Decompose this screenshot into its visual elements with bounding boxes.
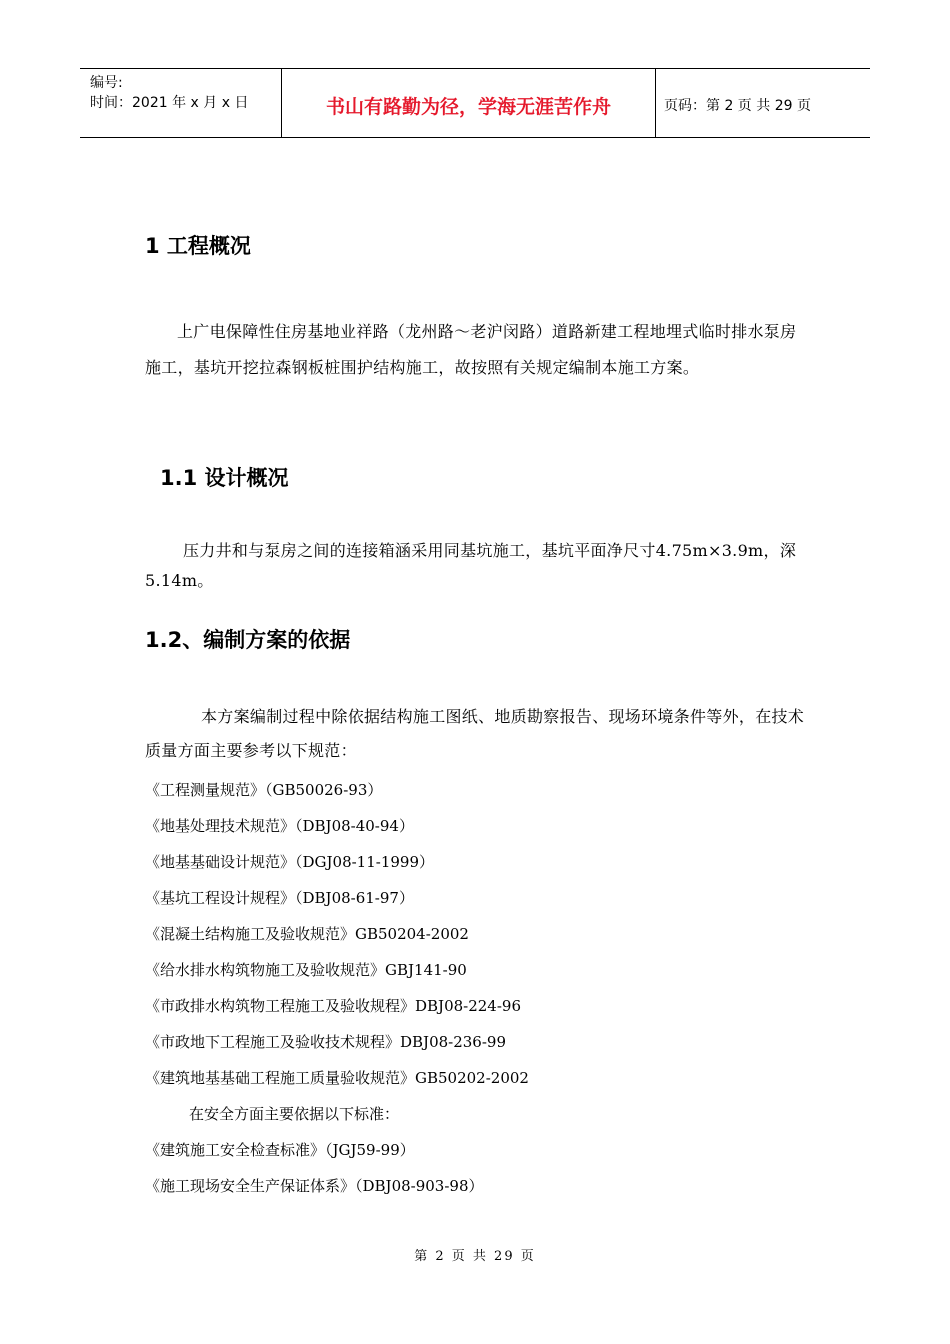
page-footer: 第 2 页 共 29 页 bbox=[414, 1249, 536, 1264]
reference-item: 《基坑工程设计规程》（DBJ08-61-97） bbox=[145, 889, 414, 907]
document-number-label: 编号: bbox=[90, 75, 123, 91]
reference-item: 《地基处理技术规范》（DBJ08-40-94） bbox=[145, 817, 414, 835]
safety-reference-item: 《施工现场安全生产保证体系》（DBJ08-903-98） bbox=[145, 1177, 484, 1195]
header-page-info: 页码：第 2 页 共 29 页 bbox=[664, 98, 811, 114]
reference-item: 《工程测量规范》（GB50026-93） bbox=[145, 781, 383, 799]
header-meta-cell bbox=[80, 69, 282, 137]
reference-item: 《市政排水构筑物工程施工及验收规程》DBJ08-224-96 bbox=[145, 997, 522, 1015]
document-time-label: 时间：2021 年 x 月 x 日 bbox=[90, 95, 249, 111]
overview-paragraph: 上广电保障性住房基地业祥路（龙州路～老沪闵路）道路新建工程地埋式临时排水泵房施工，基坑开挖拉森钢板桩围护结构施工，故按照有关规定编制本施工方案。 bbox=[145, 322, 797, 377]
reference-item: 《建筑地基基础工程施工质量验收规范》GB50202-2002 bbox=[145, 1069, 529, 1087]
section-heading-design: 1.1 设计概况 bbox=[160, 466, 289, 490]
reference-list bbox=[145, 772, 810, 1204]
safety-intro: 在安全方面主要依据以下标准： bbox=[189, 1105, 400, 1123]
header-motto: 书山有路勤为径，学海无涯苦作舟 bbox=[282, 69, 656, 137]
section-heading-overview: 1 工程概况 bbox=[145, 234, 251, 258]
reference-item: 《给水排水构筑物施工及验收规范》GBJ141-90 bbox=[145, 961, 467, 979]
reference-item: 《混凝土结构施工及验收规范》GB50204-2002 bbox=[145, 925, 469, 943]
safety-reference-item: 《建筑施工安全检查标准》（JGJ59-99） bbox=[145, 1141, 415, 1159]
section-heading-basis: 1.2、编制方案的依据 bbox=[145, 628, 351, 652]
design-paragraph: 压力井和与泵房之间的连接箱涵采用同基坑施工，基坑平面净尺寸4.75m×3.9m，深5.14m。 bbox=[145, 541, 797, 590]
page-header bbox=[80, 68, 870, 138]
reference-item: 《地基基础设计规范》（DGJ08-11-1999） bbox=[145, 853, 435, 871]
reference-item: 《市政地下工程施工及验收技术规程》DBJ08-236-99 bbox=[145, 1033, 507, 1051]
basis-paragraph: 本方案编制过程中除依据结构施工图纸、地质勘察报告、现场环境条件等外，在技术质量方面主要参考以下规范： bbox=[145, 707, 805, 760]
